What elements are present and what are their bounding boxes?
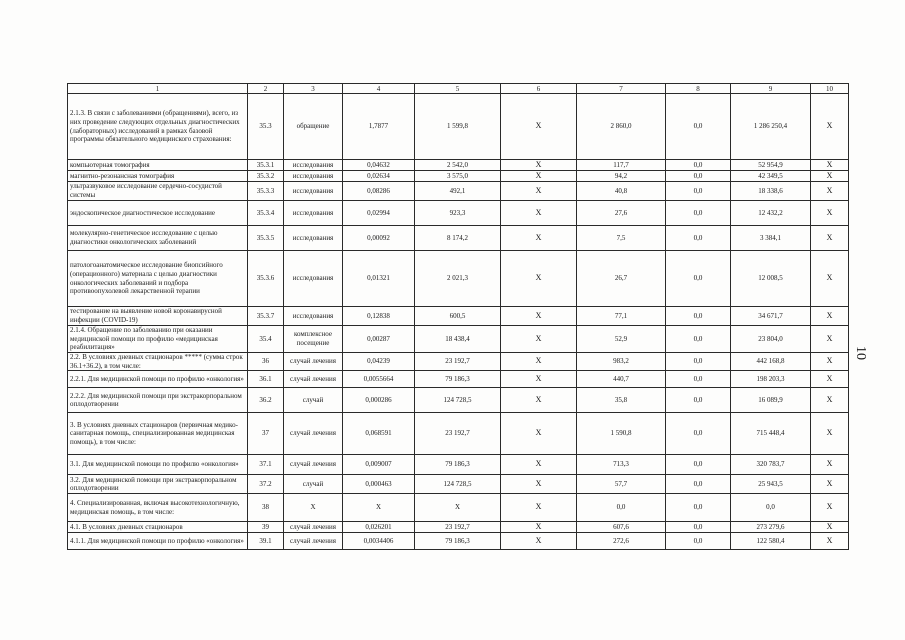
value-cell: Х xyxy=(501,353,577,371)
unit-cell: комплексное посещение xyxy=(284,326,343,353)
table-row xyxy=(68,522,849,533)
value-cell: 79 186,3 xyxy=(415,371,501,388)
row-code-cell: 36.2 xyxy=(248,388,284,413)
row-code-cell: 36.1 xyxy=(248,371,284,388)
value-cell: Х xyxy=(811,326,849,353)
value-cell: 0,0 xyxy=(666,455,731,475)
value-cell: Х xyxy=(811,494,849,522)
row-name-cell: молекулярно-генетическое исследование с целью диагностики онкологических заболеваний xyxy=(68,226,248,251)
row-name-cell: 3.1. Для медицинской помощи по профилю «онкология» xyxy=(68,455,248,475)
row-code-cell: 35.3.6 xyxy=(248,251,284,307)
value-cell: 0,0034406 xyxy=(343,533,415,550)
value-cell: 2 542,0 xyxy=(415,160,501,171)
row-code-cell: 36 xyxy=(248,353,284,371)
column-header: 7 xyxy=(577,84,666,94)
unit-cell: исследования xyxy=(284,171,343,182)
table-row xyxy=(68,226,849,251)
value-cell: Х xyxy=(501,251,577,307)
unit-cell: исследования xyxy=(284,182,343,201)
value-cell: 18 438,4 xyxy=(415,326,501,353)
table-row xyxy=(68,326,849,353)
value-cell: 124 728,5 xyxy=(415,475,501,494)
value-cell: 607,6 xyxy=(577,522,666,533)
table-row xyxy=(68,413,849,455)
value-cell: 40,8 xyxy=(577,182,666,201)
value-cell: 0,026201 xyxy=(343,522,415,533)
value-cell: 440,7 xyxy=(577,371,666,388)
value-cell: 52,9 xyxy=(577,326,666,353)
row-code-cell: 39 xyxy=(248,522,284,533)
value-cell: 34 671,7 xyxy=(731,307,811,326)
row-name-cell: компьютерная томография xyxy=(68,160,248,171)
value-cell: 35,8 xyxy=(577,388,666,413)
unit-cell: обращение xyxy=(284,94,343,160)
value-cell: 26,7 xyxy=(577,251,666,307)
table-row xyxy=(68,201,849,226)
value-cell: 0,0 xyxy=(666,494,731,522)
value-cell: 122 580,4 xyxy=(731,533,811,550)
column-header: 5 xyxy=(415,84,501,94)
unit-cell: исследования xyxy=(284,226,343,251)
unit-cell: случай xyxy=(284,388,343,413)
row-name-cell: 2.2. В условиях дневных стационаров ***** (сумма строк 36.1+36.2), в том числе: xyxy=(68,353,248,371)
value-cell: Х xyxy=(501,533,577,550)
value-cell: Х xyxy=(811,226,849,251)
data-table xyxy=(67,83,849,550)
value-cell: Х xyxy=(811,413,849,455)
value-cell: 23 804,0 xyxy=(731,326,811,353)
column-header: 10 xyxy=(811,84,849,94)
row-name-cell: патологоанатомическое исследование биопсийного (операционного) материала с целью диагностики онкологических заболеваний и подбора противоопухолевой лекарственной терапии xyxy=(68,251,248,307)
row-name-cell: 2.2.1. Для медицинской помощи по профилю «онкология» xyxy=(68,371,248,388)
value-cell: 0,0 xyxy=(666,388,731,413)
value-cell: 0,04632 xyxy=(343,160,415,171)
value-cell: 0,0 xyxy=(666,307,731,326)
row-code-cell: 35.3.2 xyxy=(248,171,284,182)
table-row xyxy=(68,494,849,522)
value-cell: Х xyxy=(811,307,849,326)
value-cell: 492,1 xyxy=(415,182,501,201)
column-header: 1 xyxy=(68,84,248,94)
value-cell: Х xyxy=(811,94,849,160)
value-cell: Х xyxy=(501,326,577,353)
value-cell: Х xyxy=(343,494,415,522)
row-code-cell: 37.1 xyxy=(248,455,284,475)
value-cell: 23 192,7 xyxy=(415,413,501,455)
row-code-cell: 39.1 xyxy=(248,533,284,550)
value-cell: 117,7 xyxy=(577,160,666,171)
table-row xyxy=(68,171,849,182)
value-cell: 272,6 xyxy=(577,533,666,550)
table-body xyxy=(68,84,849,550)
row-name-cell: 3.2. Для медицинской помощи при экстракорпоральном оплодотворении xyxy=(68,475,248,494)
unit-cell: Х xyxy=(284,494,343,522)
value-cell: 0,08286 xyxy=(343,182,415,201)
value-cell: Х xyxy=(501,226,577,251)
value-cell: 0,0 xyxy=(666,160,731,171)
table-row xyxy=(68,388,849,413)
value-cell: Х xyxy=(501,160,577,171)
row-name-cell: 2.2.2. Для медицинской помощи при экстракорпоральном оплодотворении xyxy=(68,388,248,413)
row-code-cell: 37 xyxy=(248,413,284,455)
value-cell: 442 168,8 xyxy=(731,353,811,371)
value-cell: Х xyxy=(501,475,577,494)
value-cell: 0,000463 xyxy=(343,475,415,494)
value-cell: 27,6 xyxy=(577,201,666,226)
value-cell: 77,1 xyxy=(577,307,666,326)
value-cell: 0,02634 xyxy=(343,171,415,182)
row-code-cell: 35.3 xyxy=(248,94,284,160)
value-cell: Х xyxy=(811,455,849,475)
row-code-cell: 35.4 xyxy=(248,326,284,353)
value-cell: 0,0 xyxy=(666,475,731,494)
row-name-cell: 4. Специализированная, включая высокотехнологичную, медицинская помощь, в том числе: xyxy=(68,494,248,522)
value-cell: 1 590,8 xyxy=(577,413,666,455)
table-row xyxy=(68,371,849,388)
value-cell: 0,0 xyxy=(666,182,731,201)
page-number: 10 xyxy=(853,346,868,360)
row-code-cell: 35.3.1 xyxy=(248,160,284,171)
unit-cell: исследования xyxy=(284,160,343,171)
row-code-cell: 35.3.5 xyxy=(248,226,284,251)
value-cell: 12 008,5 xyxy=(731,251,811,307)
unit-cell: случай xyxy=(284,475,343,494)
value-cell: 42 349,5 xyxy=(731,171,811,182)
value-cell: 713,3 xyxy=(577,455,666,475)
value-cell: 124 728,5 xyxy=(415,388,501,413)
value-cell: 0,0 xyxy=(666,226,731,251)
unit-cell: случай лечения xyxy=(284,455,343,475)
value-cell: 0,068591 xyxy=(343,413,415,455)
row-name-cell: 2.1.3. В связи с заболеваниями (обращениями), всего, из них проведение следующих отдельных диагностических (лабораторных) исследований в рамках базовой программы обязательного медицинского страхования: xyxy=(68,94,248,160)
value-cell: Х xyxy=(811,522,849,533)
value-cell: Х xyxy=(811,160,849,171)
value-cell: Х xyxy=(501,494,577,522)
column-header: 8 xyxy=(666,84,731,94)
value-cell: 0,0 xyxy=(666,353,731,371)
value-cell: Х xyxy=(811,251,849,307)
row-code-cell: 35.3.3 xyxy=(248,182,284,201)
value-cell: 2 021,3 xyxy=(415,251,501,307)
value-cell: Х xyxy=(501,455,577,475)
column-header: 6 xyxy=(501,84,577,94)
value-cell: 600,5 xyxy=(415,307,501,326)
table-row xyxy=(68,455,849,475)
value-cell: 0,0 xyxy=(666,171,731,182)
value-cell: 0,02994 xyxy=(343,201,415,226)
value-cell: Х xyxy=(811,388,849,413)
value-cell: 320 783,7 xyxy=(731,455,811,475)
row-name-cell: ультразвуковое исследование сердечно-сосудистой системы xyxy=(68,182,248,201)
value-cell: 1 286 250,4 xyxy=(731,94,811,160)
column-header: 9 xyxy=(731,84,811,94)
value-cell: Х xyxy=(501,182,577,201)
value-cell: 923,3 xyxy=(415,201,501,226)
table-row xyxy=(68,307,849,326)
value-cell: Х xyxy=(501,201,577,226)
value-cell: 79 186,3 xyxy=(415,455,501,475)
table-row xyxy=(68,353,849,371)
value-cell: 0,0 xyxy=(666,326,731,353)
value-cell: 1 599,8 xyxy=(415,94,501,160)
value-cell: 1,7877 xyxy=(343,94,415,160)
column-header: 4 xyxy=(343,84,415,94)
value-cell: Х xyxy=(811,182,849,201)
value-cell: Х xyxy=(501,413,577,455)
value-cell: Х xyxy=(501,307,577,326)
value-cell: 198 203,3 xyxy=(731,371,811,388)
table-row xyxy=(68,533,849,550)
value-cell: Х xyxy=(501,94,577,160)
column-header: 2 xyxy=(248,84,284,94)
value-cell: 94,2 xyxy=(577,171,666,182)
value-cell: 0,0 xyxy=(666,522,731,533)
value-cell: Х xyxy=(501,388,577,413)
row-name-cell: эндоскопическое диагностическое исследование xyxy=(68,201,248,226)
value-cell: Х xyxy=(811,475,849,494)
value-cell: 23 192,7 xyxy=(415,522,501,533)
value-cell: 273 279,6 xyxy=(731,522,811,533)
value-cell: 0,0 xyxy=(666,94,731,160)
unit-cell: исследования xyxy=(284,201,343,226)
value-cell: 0,00092 xyxy=(343,226,415,251)
value-cell: Х xyxy=(501,522,577,533)
value-cell: 0,01321 xyxy=(343,251,415,307)
value-cell: 57,7 xyxy=(577,475,666,494)
row-code-cell: 35.3.7 xyxy=(248,307,284,326)
row-code-cell: 37.2 xyxy=(248,475,284,494)
unit-cell: случай лечения xyxy=(284,533,343,550)
table-row xyxy=(68,160,849,171)
value-cell: 16 089,9 xyxy=(731,388,811,413)
value-cell: Х xyxy=(811,371,849,388)
value-cell: 0,0 xyxy=(577,494,666,522)
value-cell: 0,0 xyxy=(666,413,731,455)
value-cell: Х xyxy=(811,353,849,371)
value-cell: 3 575,0 xyxy=(415,171,501,182)
value-cell: 0,0055664 xyxy=(343,371,415,388)
value-cell: 12 432,2 xyxy=(731,201,811,226)
value-cell: 52 954,9 xyxy=(731,160,811,171)
value-cell: Х xyxy=(811,201,849,226)
value-cell: 0,009007 xyxy=(343,455,415,475)
value-cell: 0,000286 xyxy=(343,388,415,413)
unit-cell: исследования xyxy=(284,307,343,326)
value-cell: 18 338,6 xyxy=(731,182,811,201)
table-row xyxy=(68,475,849,494)
value-cell: Х xyxy=(415,494,501,522)
value-cell: 23 192,7 xyxy=(415,353,501,371)
value-cell: 0,0 xyxy=(731,494,811,522)
value-cell: Х xyxy=(811,533,849,550)
row-code-cell: 35.3.4 xyxy=(248,201,284,226)
row-name-cell: 4.1. В условиях дневных стационаров xyxy=(68,522,248,533)
value-cell: 79 186,3 xyxy=(415,533,501,550)
unit-cell: случай лечения xyxy=(284,413,343,455)
value-cell: 0,0 xyxy=(666,371,731,388)
column-header: 3 xyxy=(284,84,343,94)
value-cell: Х xyxy=(501,371,577,388)
value-cell: Х xyxy=(501,171,577,182)
value-cell: 983,2 xyxy=(577,353,666,371)
value-cell: 25 943,5 xyxy=(731,475,811,494)
value-cell: 0,0 xyxy=(666,251,731,307)
row-name-cell: 4.1.1. Для медицинской помощи по профилю «онкология» xyxy=(68,533,248,550)
value-cell: 0,12838 xyxy=(343,307,415,326)
table-row xyxy=(68,182,849,201)
unit-cell: исследования xyxy=(284,251,343,307)
value-cell: 2 860,0 xyxy=(577,94,666,160)
unit-cell: случай лечения xyxy=(284,371,343,388)
value-cell: 0,0 xyxy=(666,533,731,550)
row-code-cell: 38 xyxy=(248,494,284,522)
value-cell: 0,00287 xyxy=(343,326,415,353)
row-name-cell: 3. В условиях дневных стационаров (первичная медико-санитарная помощь, специализированная медицинская помощь), в том числе: xyxy=(68,413,248,455)
value-cell: 8 174,2 xyxy=(415,226,501,251)
unit-cell: случай лечения xyxy=(284,522,343,533)
column-number-header-row xyxy=(68,84,849,94)
value-cell: 715 448,4 xyxy=(731,413,811,455)
table-row xyxy=(68,251,849,307)
unit-cell: случай лечения xyxy=(284,353,343,371)
value-cell: Х xyxy=(811,171,849,182)
row-name-cell: тестирование на выявление новой коронавирусной инфекции (COVID-19) xyxy=(68,307,248,326)
row-name-cell: 2.1.4. Обращение по заболеванию при оказании медицинской помощи по профилю «медицинская реабилитация» xyxy=(68,326,248,353)
value-cell: 7,5 xyxy=(577,226,666,251)
value-cell: 0,0 xyxy=(666,201,731,226)
value-cell: 0,04239 xyxy=(343,353,415,371)
value-cell: 3 384,1 xyxy=(731,226,811,251)
row-name-cell: магнитно-резонансная томография xyxy=(68,171,248,182)
table-row xyxy=(68,94,849,160)
